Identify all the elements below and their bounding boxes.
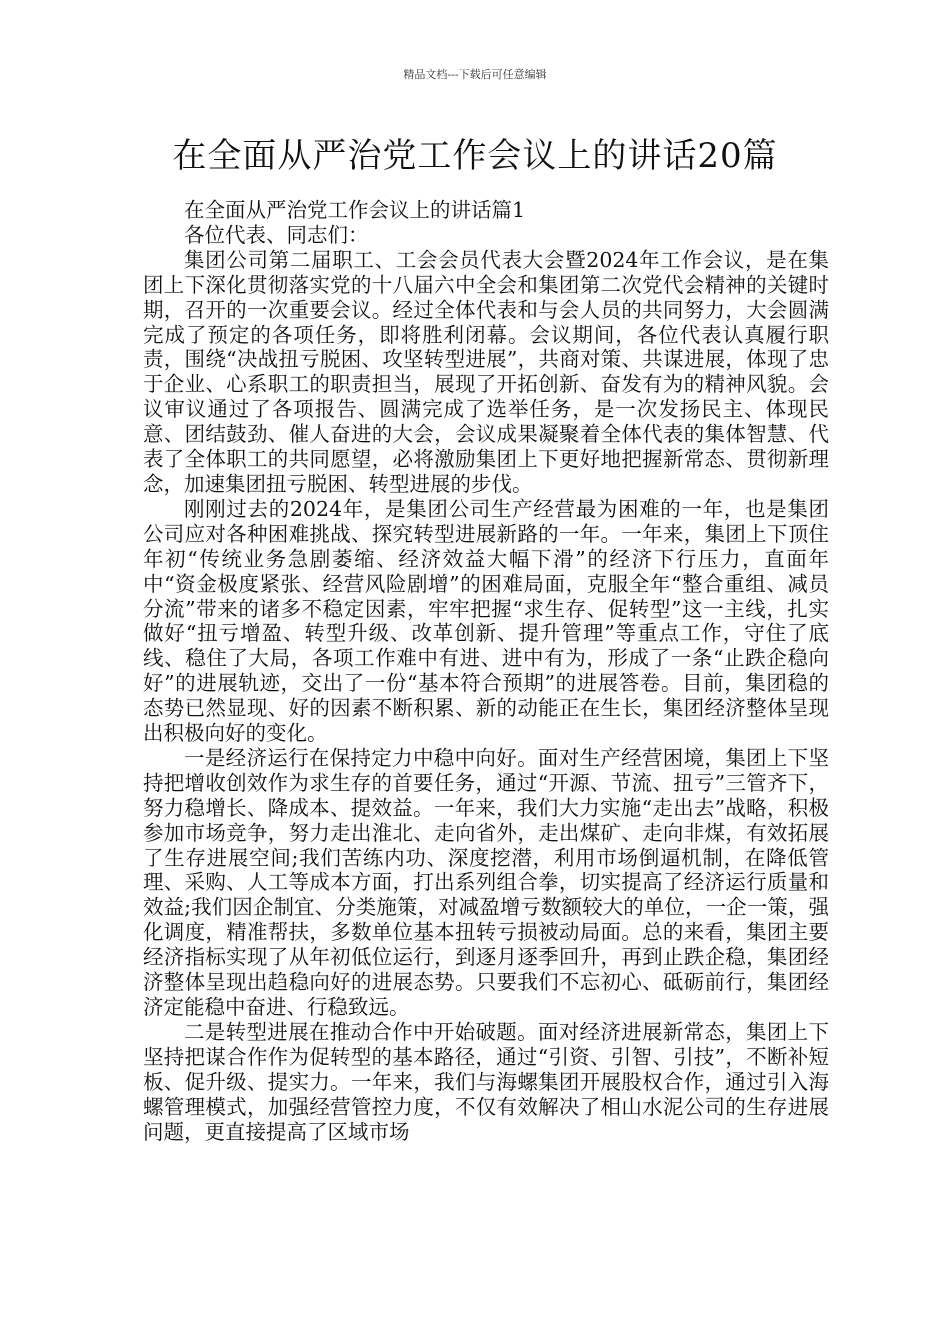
paragraph: 一是经济运行在保持定力中稳中向好。面对生产经营困境，集团上下坚持把增收创效作为求生存的首要任务，通过“开源、节流、扭亏”三管齐下，努力稳增长、降成本、提效益。一年来，我们大力实施“走出去”战略，积极参加市场竞争，努力走出淮北、走向省外，走出煤矿、走向非煤，有效拓展了生存进展空间;我们苦练内功、深度挖潜，利用市场倒逼机制，在降低管理、采购、人工等成本方面，打出系列组合拳，切实提高了经济运行质量和效益;我们因企制宜、分类施策，对减盈增亏数额较大的单位，一企一策，强化调度，精准帮扶，多数单位基本扭转亏损被动局面。总的来看，集团主要经济指标实现了从年初低位运行，到逐月逐季回升，再到止跌企稳，集团经济整体呈现出趋稳向好的进展态势。只要我们不忘初心、砥砺前行，集团经济定能稳中奋进、行稳致远。 — [143, 745, 829, 1019]
salutation: 各位代表、同志们： — [184, 222, 369, 247]
paragraph: 集团公司第二届职工、工会会员代表大会暨2024年工作会议，是在集团上下深化贯彻落实党的十八届六中全会和集团第二次党代会精神的关键时期，召开的一次重要会议。经过全体代表和与会人员的共同努力，大会圆满完成了预定的各项任务，即将胜利闭幕。会议期间，各位代表认真履行职责，围绕“决战扭亏脱困、攻坚转型进展”，共商对策、共谋进展，体现了忠于企业、心系职工的职责担当，展现了开拓创新、奋发有为的精神风貌。会议审议通过了各项报告、圆满完成了选举任务，是一次发扬民主、体现民意、团结鼓劲、催人奋进的大会，会议成果凝聚着全体代表的集体智慧、代表了全体职工的共同愿望，必将激励集团上下更好地把握新常态、贯彻新理念，加速集团扭亏脱困、转型进展的步伐。 — [143, 247, 829, 496]
paragraph: 刚刚过去的2024年，是集团公司生产经营最为困难的一年，也是集团公司应对各种困难挑战、探究转型进展新路的一年。一年来，集团上下顶住年初“传统业务急剧萎缩、经济效益大幅下滑”的经济下行压力，直面年中“资金极度紧张、经营风险剧增”的困难局面，克服全年“整合重组、减员分流”带来的诸多不稳定因素，牢牢把握“求生存、促转型”这一主线，扎实做好“扭亏增盈、转型升级、改革创新、提升管理”等重点工作，守住了底线、稳住了大局，各项工作难中有进、进中有为，形成了一条“止跌企稳向好”的进展轨迹，交出了一份“基本符合预期”的进展答卷。目前，集团稳的态势已然显现、好的因素不断积累、新的动能正在生长，集团经济整体呈现出积极向好的变化。 — [143, 496, 829, 746]
page-header-note: 精品文档---下载后可任意编辑 — [403, 68, 547, 81]
paragraph: 二是转型进展在推动合作中开始破题。面对经济进展新常态，集团上下坚持把谋合作作为促转型的基本路径，通过“引资、引智、引技”，不断补短板、促升级、提实力。一年来，我们与海螺集团开展股权合作，通过引入海螺管理模式，加强经营管控力度，不仅有效解决了相山水泥公司的生存进展问题，更直接提高了区域市场 — [143, 1019, 829, 1144]
document-body — [143, 198, 829, 1144]
document-title: 在全面从严治党工作会议上的讲话20篇 — [172, 136, 778, 176]
section-subtitle: 在全面从严治党工作会议上的讲话篇1 — [184, 198, 526, 222]
